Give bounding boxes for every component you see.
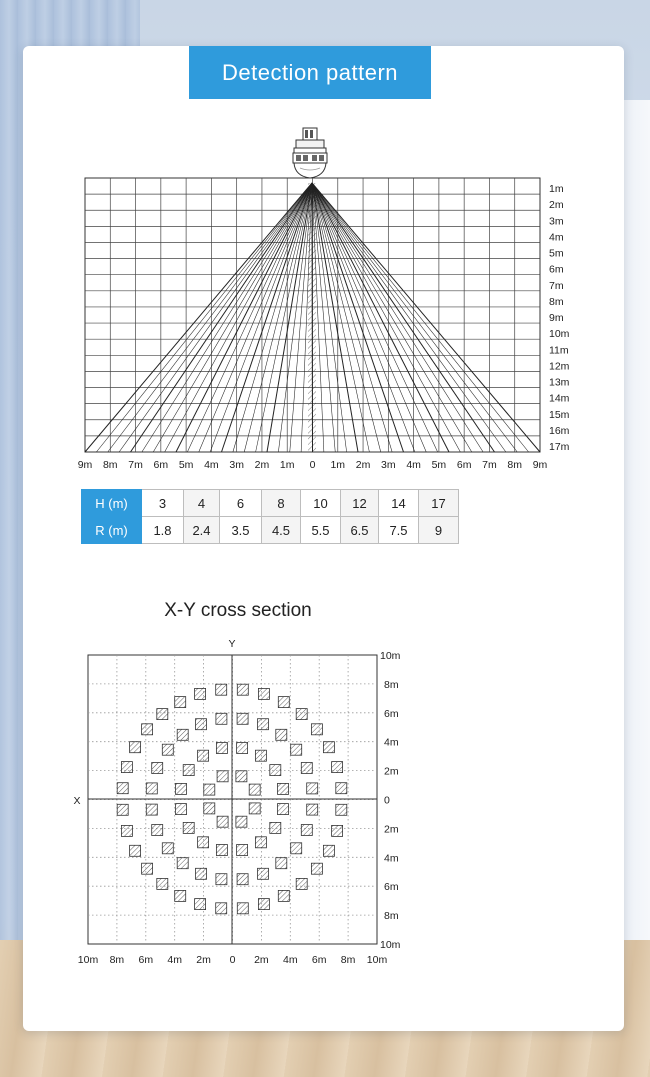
range-value: 1.8 — [142, 517, 184, 544]
range-tick-label: 4m — [549, 231, 564, 244]
detection-zone — [216, 845, 227, 856]
distance-tick-label: 0 — [309, 459, 316, 471]
detection-zone — [323, 845, 334, 856]
detection-zone — [142, 724, 153, 735]
detection-zone — [121, 762, 132, 773]
x-tick-label: 6m — [138, 954, 154, 966]
detection-zone — [255, 750, 266, 761]
detection-zone — [216, 684, 227, 695]
range-value: 4.5 — [262, 517, 301, 544]
height-header: H (m) — [82, 490, 142, 517]
x-tick-label: 8m — [340, 954, 356, 966]
x-axis-label: X — [73, 795, 81, 807]
y-tick-label: 4m — [384, 736, 399, 749]
y-tick-label: 4m — [384, 852, 399, 865]
detection-zone — [276, 729, 287, 740]
detection-zone — [152, 825, 163, 836]
detection-zone — [204, 803, 215, 814]
range-tick-label: 6m — [549, 263, 564, 276]
detection-zone — [237, 684, 248, 695]
range-value: 6.5 — [341, 517, 379, 544]
distance-tick-label: 9m — [77, 459, 93, 471]
detection-zone — [157, 878, 168, 889]
height-value: 3 — [142, 490, 184, 517]
detection-zone — [258, 719, 269, 730]
detection-zone — [204, 784, 215, 795]
detection-zone — [175, 890, 186, 901]
y-tick-label: 8m — [384, 678, 399, 691]
distance-tick-label: 9m — [532, 459, 548, 471]
height-value: 14 — [379, 490, 419, 517]
detection-zone — [336, 804, 347, 815]
detection-zone — [296, 709, 307, 720]
page-title: Detection pattern — [189, 46, 431, 99]
distance-tick-label: 5m — [431, 459, 447, 471]
detection-zone — [198, 837, 209, 848]
detection-zone — [258, 688, 269, 699]
detection-zone — [152, 763, 163, 774]
detection-zone — [301, 763, 312, 774]
height-value: 10 — [301, 490, 341, 517]
detection-zone — [217, 816, 228, 827]
height-value: 4 — [184, 490, 220, 517]
distance-tick-label: 2m — [355, 459, 371, 471]
distance-tick-label: 6m — [153, 459, 169, 471]
detection-zone — [237, 903, 248, 914]
detection-zone — [278, 697, 289, 708]
detection-zone — [162, 744, 173, 755]
range-tick-label: 2m — [549, 199, 564, 212]
range-value: 5.5 — [301, 517, 341, 544]
x-tick-label: 8m — [109, 954, 125, 966]
detection-zone — [157, 709, 168, 720]
detection-zone — [117, 783, 128, 794]
y-tick-label: 8m — [384, 910, 399, 923]
detection-zone — [146, 804, 157, 815]
distance-tick-label: 8m — [507, 459, 523, 471]
detection-zone — [237, 874, 248, 885]
detection-zone — [176, 783, 187, 794]
detection-zone — [307, 804, 318, 815]
detection-zone — [146, 783, 157, 794]
distance-tick-label: 8m — [102, 459, 118, 471]
range-value: 9 — [419, 517, 459, 544]
detection-zone — [278, 804, 289, 815]
detection-zone — [291, 843, 302, 854]
detection-zone — [236, 816, 247, 827]
detection-zone — [177, 729, 188, 740]
detection-zone — [307, 783, 318, 794]
y-tick-label: 6m — [384, 707, 399, 720]
y-tick-label: 2m — [384, 765, 399, 778]
detection-zone — [216, 874, 227, 885]
y-axis-label: Y — [228, 638, 236, 650]
distance-tick-label: 2m — [254, 459, 270, 471]
distance-tick-label: 7m — [128, 459, 143, 471]
detection-zone — [176, 804, 187, 815]
range-tick-label: 16m — [549, 424, 570, 437]
range-value: 2.4 — [184, 517, 220, 544]
x-tick-label: 4m — [167, 954, 182, 966]
detection-zone — [162, 843, 173, 854]
detection-zone — [117, 804, 128, 815]
detection-zone — [183, 822, 194, 833]
detection-zone — [196, 868, 207, 879]
x-tick-label: 10m — [366, 954, 388, 966]
detection-zone — [195, 899, 206, 910]
detection-zone — [175, 697, 186, 708]
distance-tick-label: 1m — [279, 459, 295, 471]
detection-zone — [130, 742, 141, 753]
y-tick-label: 10m — [380, 650, 401, 662]
distance-tick-label: 1m — [330, 459, 346, 471]
range-tick-label: 3m — [549, 215, 564, 228]
detection-zone — [311, 724, 322, 735]
x-tick-label: 0 — [229, 954, 236, 966]
detection-zone — [216, 713, 227, 724]
range-tick-label: 13m — [549, 376, 570, 389]
detection-zone — [196, 719, 207, 730]
distance-tick-label: 3m — [381, 459, 396, 471]
detection-zone — [276, 858, 287, 869]
detection-zone — [296, 878, 307, 889]
range-tick-label: 17m — [549, 441, 570, 453]
range-header: R (m) — [82, 517, 142, 544]
detection-zone — [336, 783, 347, 794]
detection-zone — [237, 743, 248, 754]
range-value: 3.5 — [220, 517, 262, 544]
detection-zone — [237, 845, 248, 856]
range-tick-label: 1m — [549, 183, 564, 196]
detection-zone — [130, 845, 141, 856]
range-value: 7.5 — [379, 517, 419, 544]
detection-zone — [332, 825, 343, 836]
detection-zone — [216, 743, 227, 754]
range-tick-label: 8m — [549, 295, 564, 308]
distance-tick-label: 4m — [406, 459, 421, 471]
detection-zone — [278, 890, 289, 901]
detection-zone — [249, 784, 260, 795]
range-tick-label: 11m — [549, 344, 569, 357]
detection-zone — [301, 825, 312, 836]
detection-zone — [177, 858, 188, 869]
detection-zone — [332, 762, 343, 773]
x-tick-label: 2m — [196, 954, 211, 966]
y-tick-label: 6m — [384, 881, 399, 894]
x-tick-label: 6m — [311, 954, 327, 966]
detection-zone — [323, 742, 334, 753]
range-tick-label: 15m — [549, 408, 570, 421]
range-tick-label: 12m — [549, 360, 570, 373]
x-tick-label: 4m — [283, 954, 298, 966]
x-tick-label: 2m — [254, 954, 269, 966]
range-tick-label: 9m — [549, 312, 564, 325]
distance-tick-label: 3m — [229, 459, 244, 471]
detection-zone — [198, 750, 209, 761]
distance-tick-label: 5m — [178, 459, 194, 471]
detection-zone — [258, 868, 269, 879]
height-value: 6 — [220, 490, 262, 517]
detection-zone — [291, 744, 302, 755]
distance-tick-label: 4m — [204, 459, 219, 471]
height-value: 17 — [419, 490, 459, 517]
detection-zone — [311, 863, 322, 874]
distance-tick-label: 6m — [456, 459, 472, 471]
detection-zone — [217, 771, 228, 782]
detection-zone — [270, 822, 281, 833]
xy-section-title: X-Y cross section — [164, 600, 312, 621]
height-value: 12 — [341, 490, 379, 517]
detection-zone — [236, 771, 247, 782]
range-tick-label: 5m — [549, 247, 564, 260]
y-tick-label: 10m — [380, 939, 401, 951]
detection-zone — [237, 713, 248, 724]
y-tick-label: 2m — [384, 823, 399, 836]
detection-zone — [195, 688, 206, 699]
detection-zone — [258, 899, 269, 910]
range-tick-label: 10m — [549, 328, 570, 341]
range-tick-label: 14m — [549, 392, 570, 405]
y-tick-label: 0 — [384, 794, 390, 807]
detection-zone — [142, 863, 153, 874]
detection-zone — [216, 903, 227, 914]
detection-zone — [249, 803, 260, 814]
detection-zone — [255, 837, 266, 848]
range-tick-label: 7m — [549, 279, 564, 292]
x-tick-label: 10m — [77, 954, 99, 966]
detection-zone — [278, 783, 289, 794]
distance-tick-label: 7m — [482, 459, 497, 471]
detection-zone — [270, 765, 281, 776]
detection-zone — [121, 825, 132, 836]
detection-zone — [183, 765, 194, 776]
height-value: 8 — [262, 490, 301, 517]
